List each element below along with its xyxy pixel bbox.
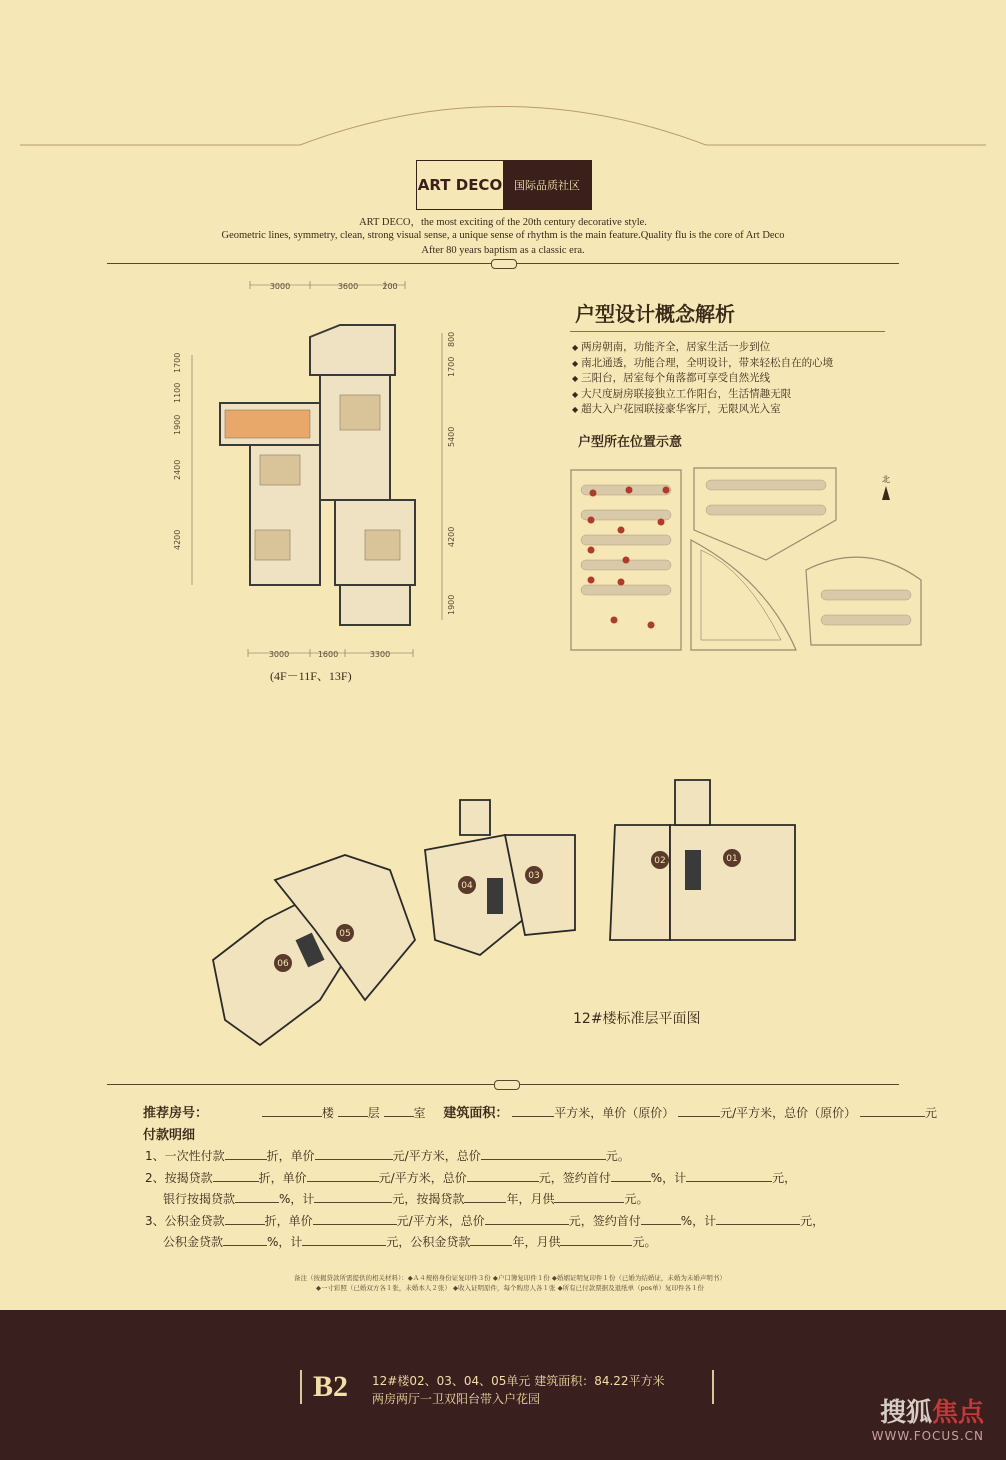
building-unit-label: 楼 — [321, 1106, 334, 1120]
monthly-field[interactable] — [560, 1234, 632, 1246]
discount-field[interactable] — [213, 1170, 259, 1182]
payment-line-4: 3、公积金贷款 折，单价 元/平方米，总价 元，签约首付 %，计 元， — [145, 1214, 825, 1228]
building-floor-plan — [205, 770, 805, 1070]
years-field[interactable] — [470, 1234, 512, 1246]
percent-field[interactable] — [235, 1191, 279, 1203]
down-payment-field[interactable] — [611, 1170, 651, 1182]
tagline-line-1: ART DECO，the most exciting of the 20th century decorative style. — [359, 217, 647, 228]
concept-bullet: ◆ 南北通透，功能合理，全明设计，带来轻松自在的心境 — [572, 356, 833, 372]
amount-field[interactable] — [686, 1170, 772, 1182]
room-number-field[interactable] — [384, 1105, 414, 1117]
recommend-room-label: 推荐房号： — [143, 1106, 209, 1121]
tagline-line-3: After 80 years baptism as a classic era. — [421, 245, 585, 256]
header-arch — [0, 88, 1006, 168]
payment-detail-title: 付款明细 — [143, 1128, 196, 1143]
dim-right-1: 800 — [447, 331, 456, 347]
floor-range-label: (4F－11F、13F) — [270, 669, 352, 683]
art-deco-logo — [416, 160, 592, 210]
dim-left-5: 4200 — [173, 529, 182, 550]
area-field[interactable] — [512, 1105, 554, 1117]
concept-bullet: ◆ 超大入户花园联接豪华客厅，无限风光入室 — [572, 402, 833, 418]
dim-top-2: 3600 — [337, 282, 359, 291]
unit-label-01: 01 — [726, 854, 738, 864]
total-price-field[interactable] — [860, 1105, 925, 1117]
total-price-label: 元/平方米，总价（原价） — [720, 1106, 857, 1120]
total-field[interactable] — [481, 1148, 606, 1160]
divider-ornament — [491, 259, 517, 269]
watermark-text-b: 焦点 — [931, 1398, 984, 1428]
notes-line-2: ◆一寸彩照（已婚双方各１张，未婚本人２张） ◆收入证明原件，每个购房人各１张 ◆所有已付款票据及退纸单（pos单）复印件各１份 — [315, 1284, 705, 1292]
dim-bottom-1: 3000 — [268, 650, 290, 659]
divider-ornament — [494, 1080, 520, 1090]
payment-line-5: 公积金贷款 %，计 元，公积金贷款 年，月供 元。 — [163, 1235, 657, 1249]
unit-floor-plan — [173, 275, 480, 685]
watermark-text-a: 搜狐 — [879, 1398, 932, 1428]
room-unit-label: 室 — [413, 1106, 426, 1120]
concept-title: 户型设计概念解析 — [575, 302, 735, 326]
concept-bullet: ◆ 三阳台，居室每个角落都可享受自然光线 — [572, 371, 833, 387]
dim-left-3: 1900 — [173, 414, 182, 435]
building-plan-caption: 12#楼标准层平面图 — [573, 1011, 701, 1027]
amount-field[interactable] — [716, 1213, 800, 1225]
unit-label-03: 03 — [528, 871, 540, 881]
amount-field[interactable] — [314, 1191, 392, 1203]
floor-number-field[interactable] — [338, 1105, 368, 1117]
payment-line-3: 银行按揭贷款 %，计 元，按揭贷款 年，月供 元。 — [163, 1192, 649, 1206]
watermark-url: WWW.FOCUS.CN — [871, 1429, 984, 1443]
site-location-map — [566, 460, 930, 660]
unit-label-02: 02 — [654, 856, 666, 866]
dim-left-4: 2400 — [173, 459, 182, 480]
location-title: 户型所在位置示意 — [578, 435, 683, 450]
dim-left-2: 1100 — [173, 382, 182, 403]
logo-subtitle: 国际品质社区 — [503, 161, 591, 209]
concept-title-rule — [570, 331, 885, 332]
dim-right-4: 4200 — [447, 526, 456, 547]
amount-field[interactable] — [302, 1234, 386, 1246]
dim-top-3: 200 — [382, 282, 398, 291]
tagline-line-2: Geometric lines, symmetry, clean, strong visual sense, a unique sense of rhythm is the main feature.Quality flu is the core of Art Deco — [221, 230, 785, 241]
dim-top-1: 3000 — [269, 282, 291, 291]
unit-price-label: 平方米，单价（原价） — [554, 1106, 675, 1120]
total-field[interactable] — [485, 1213, 569, 1225]
price-field[interactable] — [313, 1213, 397, 1225]
logo-wordmark: ART DECO — [417, 161, 503, 209]
dim-left-1: 1700 — [173, 352, 182, 373]
dim-bottom-2: 1600 — [317, 650, 339, 659]
notes-line-1: 备注（按揭贷款所需提供的相关材料）：◆Ａ４规格身份证复印件３份 ◆户口簿复印件１份 ◆婚姻证明复印件１份（已婚为结婚证，未婚为未婚声明书） — [294, 1274, 726, 1282]
years-field[interactable] — [464, 1191, 506, 1203]
dim-right-2: 1700 — [447, 356, 456, 377]
north-arrow-label: 北 — [882, 475, 890, 484]
discount-field[interactable] — [225, 1148, 267, 1160]
monthly-field[interactable] — [554, 1191, 624, 1203]
area-label: 建筑面积： — [443, 1106, 509, 1121]
unit-label-05: 05 — [339, 929, 351, 939]
payment-line-1: 1、一次性付款 折，单价 元/平方米，总价 元。 — [145, 1149, 630, 1163]
down-payment-field[interactable] — [641, 1213, 681, 1225]
building-number-field[interactable] — [262, 1105, 322, 1117]
price-field[interactable] — [307, 1170, 379, 1182]
total-field[interactable] — [467, 1170, 539, 1182]
watermark-logo — [872, 1392, 984, 1443]
unit-price-field[interactable] — [678, 1105, 720, 1117]
floor-unit-label: 层 — [367, 1106, 380, 1120]
unit-info-line-2: 两房两厅一卫双阳台带入户花园 — [372, 1392, 541, 1406]
unit-label-04: 04 — [461, 881, 473, 891]
dim-bottom-3: 3300 — [369, 650, 391, 659]
discount-field[interactable] — [225, 1213, 265, 1225]
percent-field[interactable] — [223, 1234, 267, 1246]
concept-bullet: ◆ 大尺度厨房联接独立工作阳台，生活情趣无限 — [572, 387, 833, 403]
concept-bullet: ◆ 两房朝南，功能齐全，居家生活一步到位 — [572, 340, 833, 356]
dim-right-5: 1900 — [447, 594, 456, 615]
unit-type-code: B2 — [313, 1370, 349, 1403]
concept-bullet-list — [572, 340, 833, 418]
unit-label-06: 06 — [277, 959, 289, 969]
dim-right-3: 5400 — [447, 426, 456, 447]
unit-info-line-1: 12#楼02、03、04、05单元 建筑面积：84.22平方米 — [372, 1374, 665, 1388]
price-field[interactable] — [315, 1148, 393, 1160]
payment-line-2: 2、按揭贷款 折，单价 元/平方米，总价 元，签约首付 %，计 元， — [145, 1171, 797, 1185]
yuan-label: 元 — [924, 1106, 937, 1120]
